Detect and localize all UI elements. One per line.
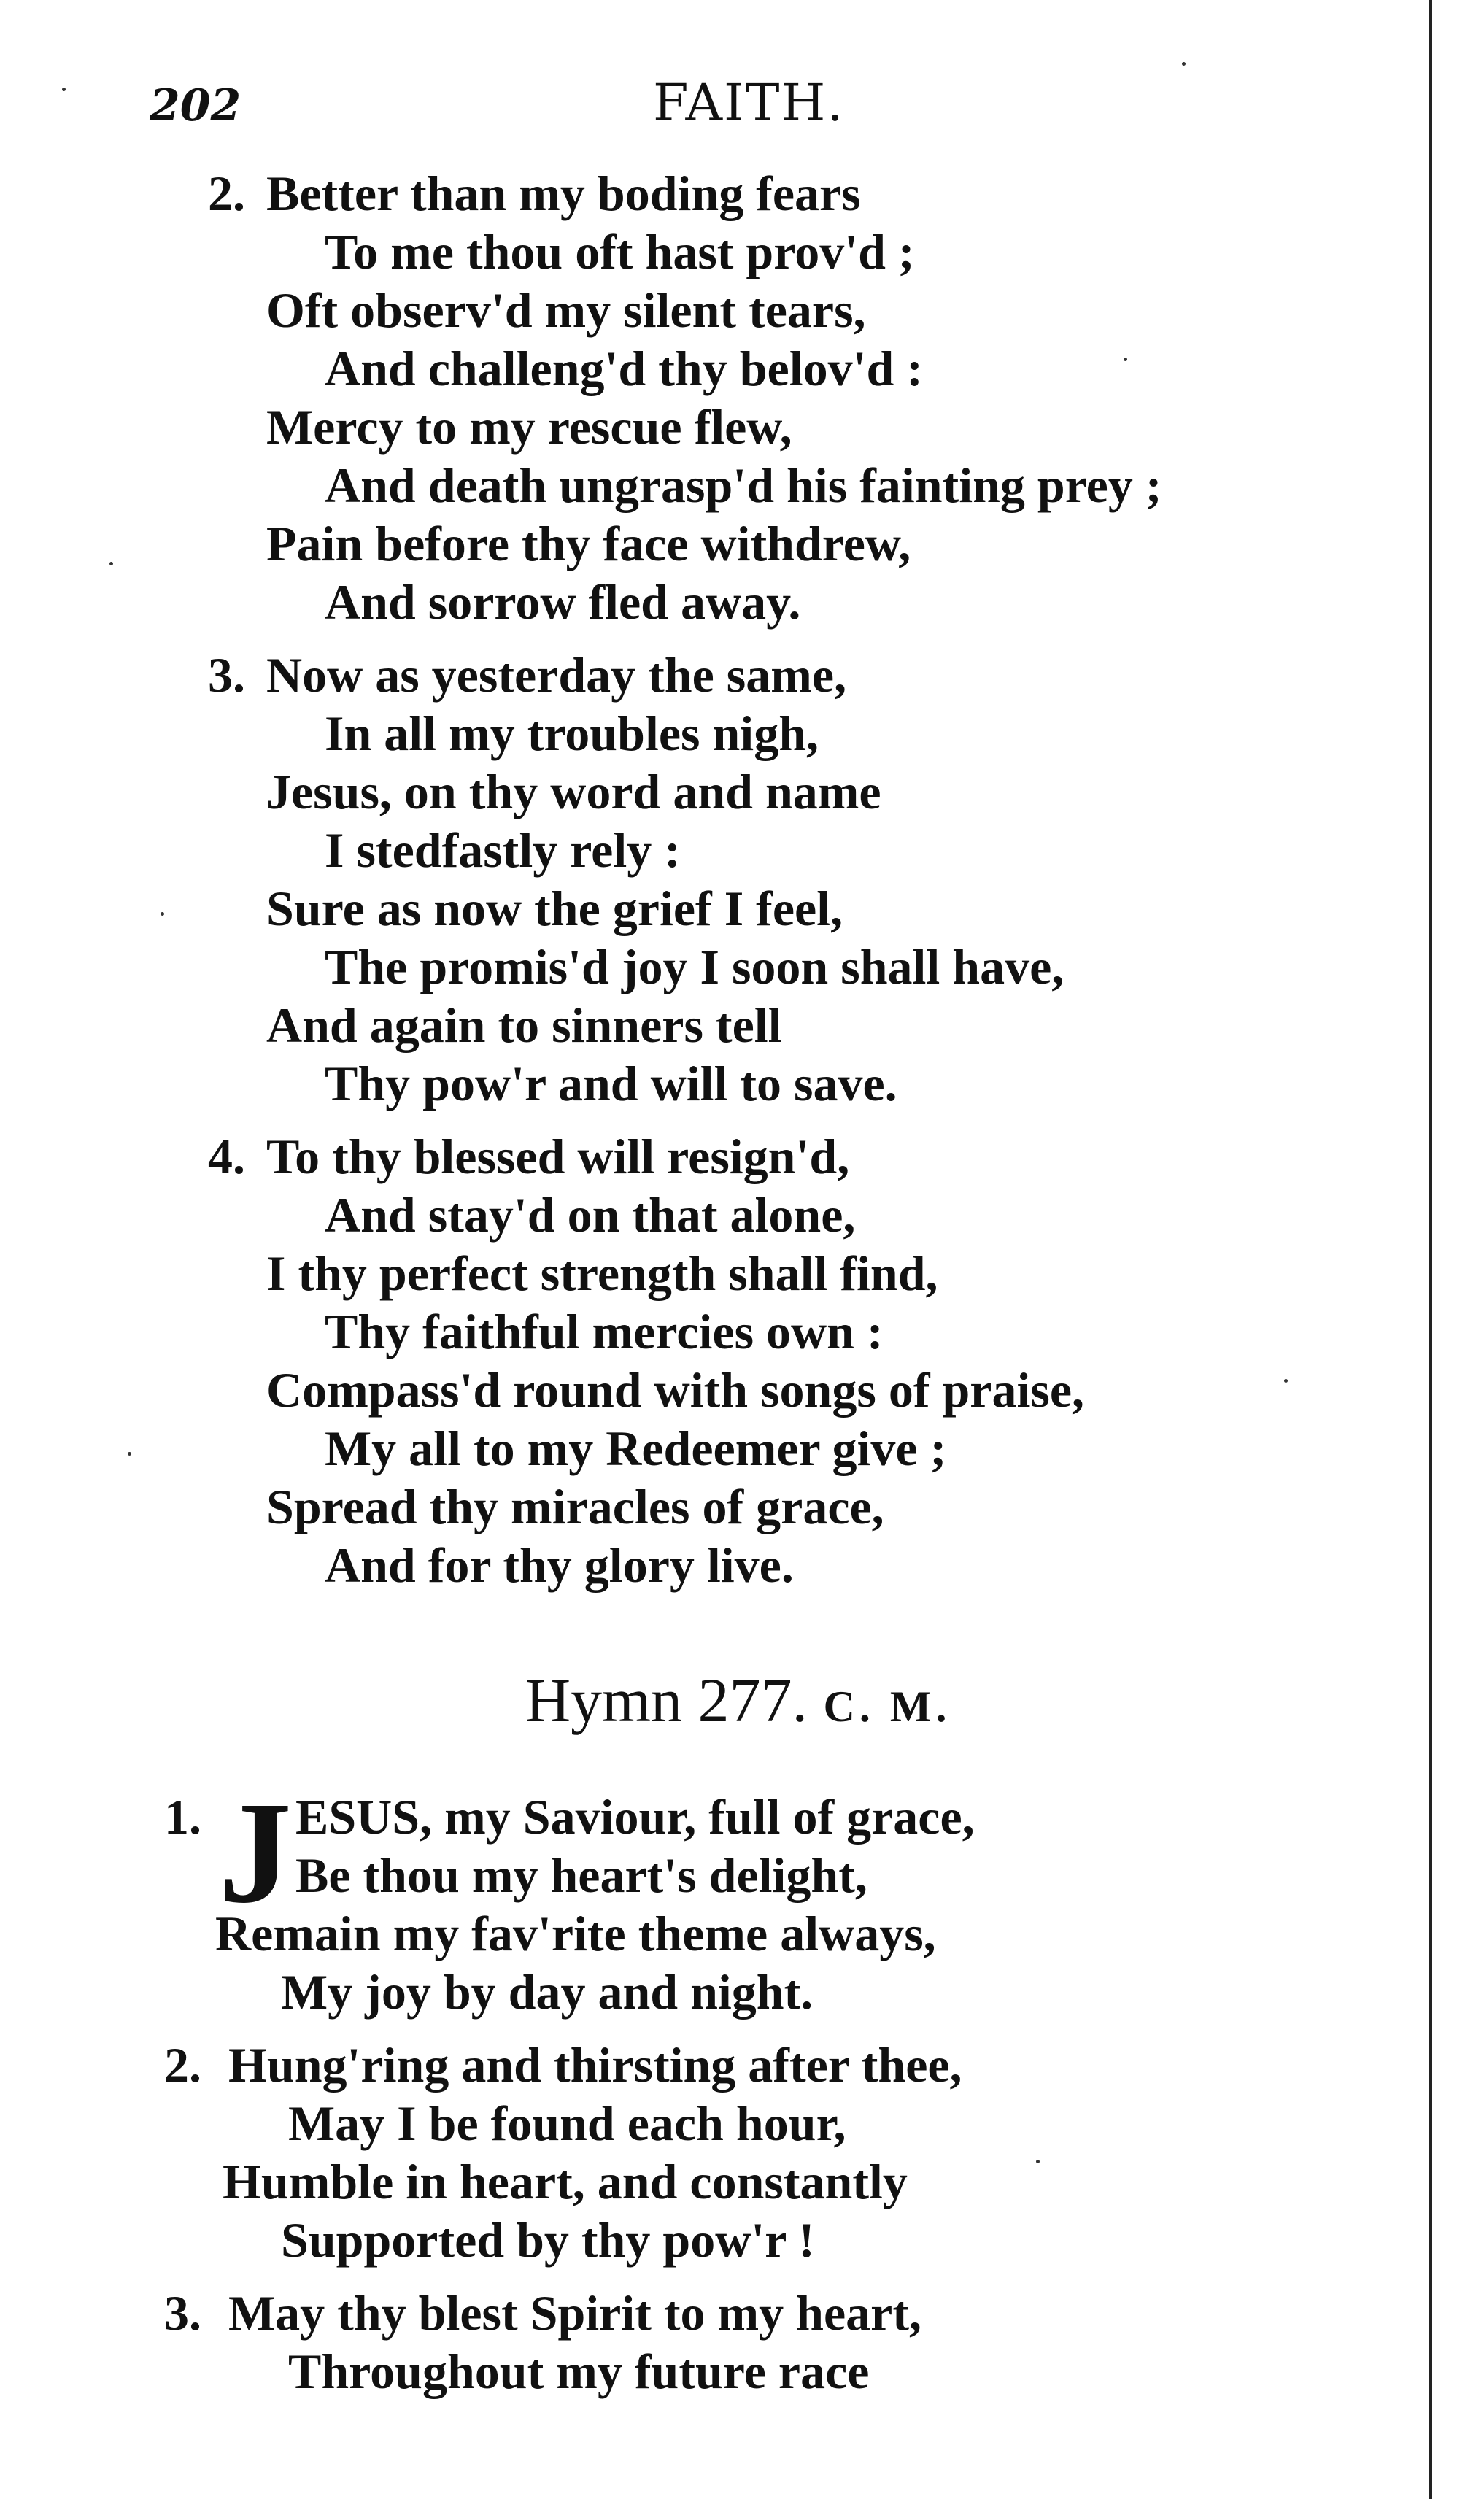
verse-line: Remain my fav'rite theme always, xyxy=(215,1906,936,1961)
verse-number: 1. xyxy=(164,1789,201,1845)
verse-line: And challeng'd thy belov'd : xyxy=(325,341,923,396)
verse-line: Throughout my future race xyxy=(288,2344,870,2399)
scan-speck xyxy=(161,912,164,916)
verse-line: Spread thy miracles of grace, xyxy=(266,1479,884,1534)
verse-line: Humble in heart, and constantly xyxy=(223,2154,908,2209)
verse-line: Compass'd round with songs of praise, xyxy=(266,1362,1085,1418)
scan-speck xyxy=(1124,358,1127,361)
scan-speck xyxy=(1036,2160,1040,2163)
page-number: 202 xyxy=(150,80,241,131)
scan-speck xyxy=(128,1452,131,1456)
drop-cap: J xyxy=(219,1772,292,1934)
verse-line: Be thou my heart's delight, xyxy=(295,1847,867,1903)
verse-line: Supported by thy pow'r ! xyxy=(281,2212,815,2268)
verse-line: And stay'd on that alone, xyxy=(325,1187,856,1243)
verse-line: And for thy glory live. xyxy=(325,1537,794,1593)
verse-line: Jesus, on thy word and name xyxy=(266,764,881,819)
scan-speck xyxy=(62,88,66,91)
scan-speck xyxy=(1284,1379,1288,1383)
verse-line: Pain before thy face withdrew, xyxy=(266,516,911,571)
verse-number: 3. xyxy=(208,647,245,703)
verse-line: Thy pow'r and will to save. xyxy=(325,1056,897,1111)
page-edge-rule xyxy=(1429,0,1432,2499)
verse-line: Thy faithful mercies own : xyxy=(325,1304,884,1359)
verse-number: 3. xyxy=(164,2285,201,2341)
verse-line: I thy perfect strength shall find, xyxy=(266,1245,938,1301)
page-header xyxy=(150,73,1390,153)
verse-number: 4. xyxy=(208,1129,245,1184)
verse-line: ESUS, my Saviour, full of grace, xyxy=(295,1789,975,1845)
verse-line: 3. Now as yesterday the same, xyxy=(208,647,847,703)
verse-number: 2. xyxy=(208,166,245,221)
verse-line: May I be found each hour, xyxy=(288,2096,846,2151)
verse-line: 4. To thy blessed will resign'd, xyxy=(208,1129,850,1184)
running-title: FAITH. xyxy=(653,73,845,133)
verse-line: 2. Hung'ring and thirsting after thee, xyxy=(164,2037,962,2093)
scan-speck xyxy=(109,562,113,565)
verse-number: 2. xyxy=(164,2037,201,2093)
hymn-title: Hymn 277. C. M. xyxy=(525,1665,951,1735)
verse-line: My joy by day and night. xyxy=(281,1964,814,2020)
verse-line: Mercy to my rescue flew, xyxy=(266,399,792,455)
scan-speck xyxy=(1182,62,1186,66)
verse-line: To me thou oft hast prov'd ; xyxy=(325,224,915,279)
verse-line: I stedfastly rely : xyxy=(325,822,681,878)
verse-line: 2. Better than my boding fears xyxy=(208,166,861,221)
verse-line: And again to sinners tell xyxy=(266,997,782,1053)
hymn-meter: C. M. xyxy=(823,1683,951,1731)
verse-line: In all my troubles nigh, xyxy=(325,706,819,761)
verse-line: 3. May thy blest Spirit to my heart, xyxy=(164,2285,922,2341)
verse-line: And death ungrasp'd his fainting prey ; xyxy=(325,457,1162,513)
verse-line: The promis'd joy I soon shall have, xyxy=(325,939,1064,994)
verse-line: And sorrow fled away. xyxy=(325,574,801,630)
verse-line: My all to my Redeemer give ; xyxy=(325,1421,947,1476)
verse-line: Oft observ'd my silent tears, xyxy=(266,282,866,338)
verse-line: Sure as now the grief I feel, xyxy=(266,881,843,936)
